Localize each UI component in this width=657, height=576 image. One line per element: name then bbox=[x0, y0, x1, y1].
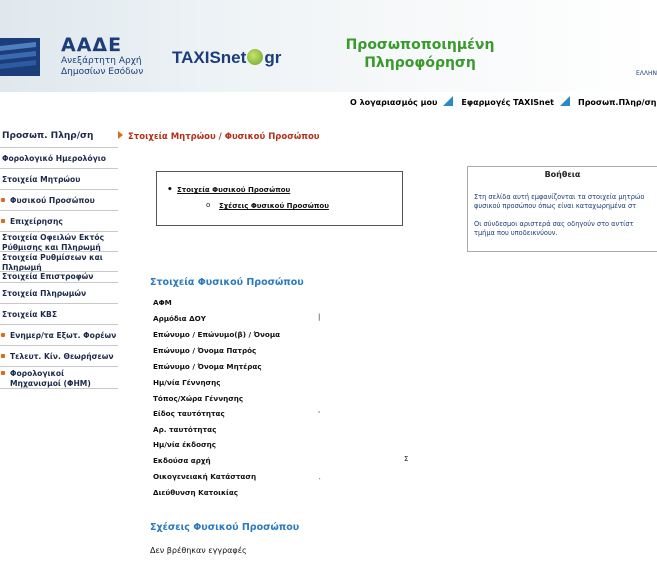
sidebar-item-debts[interactable]: Στοιχεία Οφειλών Εκτός Ρύθμισης και Πληρωμή bbox=[0, 232, 118, 252]
field-label-name: Επώνυμο / Επώνυμο(β) / Όνομα bbox=[153, 330, 281, 339]
globe-icon bbox=[247, 49, 263, 65]
breadcrumb bbox=[118, 131, 320, 142]
field-value-doy: | bbox=[318, 313, 321, 321]
nav-my-account[interactable]: Ο λογαριασμός μου bbox=[350, 98, 438, 107]
field-value-marital-status: ͺ bbox=[318, 472, 322, 480]
bullet-icon bbox=[1, 333, 5, 337]
help-text-line: τμήμα που υποδεικνύουν. bbox=[474, 229, 558, 237]
sidebar-item-label: Φορολογικοί Μηχανισμοί (ΦΗΜ) bbox=[10, 369, 91, 388]
sidebar-item-label: Επιχείρησης bbox=[10, 217, 63, 226]
header-title bbox=[330, 36, 510, 72]
aade-subtitle bbox=[61, 56, 143, 78]
help-box bbox=[467, 166, 657, 252]
field-value-issuing-authority: Σ bbox=[404, 455, 409, 463]
language-link[interactable]: ΕΛΛΗΝ bbox=[636, 70, 657, 77]
taxisnet-logo-text: TAXISnet bbox=[172, 48, 247, 67]
help-text-line: Στη σελίδα αυτή εμφανίζονται τα στοιχεία μητρώο bbox=[474, 193, 645, 201]
bullet-icon bbox=[1, 198, 5, 202]
bullet-icon bbox=[1, 219, 5, 223]
sidebar-item-tax-calendar[interactable]: Φορολογικό Ημερολόγιο bbox=[0, 148, 118, 169]
header-title-line1: Προσωποποιημένη bbox=[345, 37, 495, 53]
toc-link-person-details[interactable]: • Στοιχεία Φυσικού Προσώπου bbox=[177, 186, 290, 194]
field-label-afm: ΑΦΜ bbox=[153, 298, 172, 307]
nav-triangle-icon bbox=[443, 96, 453, 106]
field-label-id-type: Είδος ταυτότητας bbox=[153, 409, 225, 418]
nav-taxisnet-apps[interactable]: Εφαρμογές TAXISnet bbox=[461, 98, 554, 107]
nav-personal-info[interactable]: Προσωπ.Πληρ/ση bbox=[578, 98, 657, 107]
no-records-text: Δεν βρέθηκαν εγγραφές bbox=[150, 546, 247, 555]
sidebar-item-external-bodies[interactable] bbox=[0, 325, 118, 346]
sidebar-item-label: Φυσικού Προσώπου bbox=[10, 196, 95, 205]
field-label-id-number: Αρ. ταυτότητας bbox=[153, 425, 217, 434]
field-value-id-type: , bbox=[318, 406, 321, 414]
field-label-birth-place: Τόπος/Χώρα Γέννησης bbox=[153, 394, 244, 403]
aade-title: ΑΑΔΕ bbox=[61, 34, 123, 56]
sidebar-item-registry[interactable]: Στοιχεία Μητρώου bbox=[0, 169, 118, 190]
help-text-line: Οι σύνδεσμοι αριστερά σας οδηγούν στο αντίστ bbox=[474, 220, 634, 228]
bullet-icon bbox=[1, 354, 5, 358]
sidebar-item-endorsements[interactable] bbox=[0, 346, 118, 367]
field-label-birth-date: Ημ/νία Γέννησης bbox=[153, 378, 221, 387]
breadcrumb-text: Στοιχεία Μητρώου / Φυσικού Προσώπου bbox=[128, 132, 320, 142]
sidebar-item-kvs[interactable]: Στοιχεία ΚΒΣ bbox=[0, 304, 118, 325]
sidebar-item-refunds[interactable]: Στοιχεία Επιστροφών bbox=[0, 272, 118, 283]
sidebar-item-fiscal-devices[interactable] bbox=[0, 367, 118, 389]
sidebar bbox=[0, 124, 118, 389]
sidebar-item-label: Ενημερ/τα Εξωτ. Φορέων bbox=[10, 331, 117, 340]
field-label-father-name: Επώνυμο / Όνομα Πατρός bbox=[153, 346, 257, 355]
field-label-address: Διεύθυνση Κατοικίας bbox=[153, 488, 239, 497]
sidebar-item-business[interactable] bbox=[0, 211, 118, 232]
sidebar-item-settlements[interactable]: Στοιχεία Ρυθμίσεων και Πληρωμή bbox=[0, 252, 118, 272]
header-title-line2: Πληροφόρηση bbox=[364, 55, 476, 71]
field-label-issue-date: Ημ/νία έκδοσης bbox=[153, 440, 217, 449]
field-label-issuing-authority: Εκδούσα αρχή bbox=[153, 456, 211, 465]
sidebar-item-payments[interactable]: Στοιχεία Πληρωμών bbox=[0, 283, 118, 304]
aade-logo-icon[interactable] bbox=[0, 38, 40, 76]
field-label-doy: Αρμόδια ΔΟΥ bbox=[153, 314, 206, 323]
taxisnet-logo[interactable] bbox=[172, 48, 281, 68]
help-title: Βοήθεια bbox=[544, 170, 581, 179]
arrow-right-icon bbox=[118, 131, 123, 139]
toc-box bbox=[156, 171, 403, 226]
person-relations-title: Σχέσεις Φυσικού Προσώπου bbox=[150, 522, 300, 533]
person-details-title: Στοιχεία Φυσικού Προσώπου bbox=[150, 277, 304, 288]
taxisnet-logo-suffix: gr bbox=[264, 48, 282, 67]
top-navigation bbox=[350, 96, 657, 107]
help-text-line: φυσικού προσώπου όπως είναι καταχωρημένα στ bbox=[474, 202, 637, 210]
sidebar-item-label: Τελευτ. Κίν. Θεωρήσεων bbox=[10, 352, 114, 361]
toc-link-person-relations[interactable]: o Σχέσεις Φυσικού Προσώπου bbox=[219, 202, 329, 210]
page-header bbox=[0, 0, 657, 92]
sidebar-head[interactable]: Προσωπ. Πληρ/ση bbox=[0, 124, 118, 148]
sidebar-item-natural-person[interactable] bbox=[0, 190, 118, 211]
nav-triangle-icon bbox=[560, 96, 570, 106]
field-label-mother-name: Επώνυμο / Όνομα Μητέρας bbox=[153, 362, 262, 371]
aade-subtitle-line2: Δημοσίων Εσόδων bbox=[61, 67, 144, 77]
aade-subtitle-line1: Ανεξάρτητη Αρχή bbox=[61, 56, 142, 66]
bullet-icon bbox=[1, 371, 5, 375]
field-label-marital-status: Οικογενειακή Κατάσταση bbox=[153, 472, 257, 481]
